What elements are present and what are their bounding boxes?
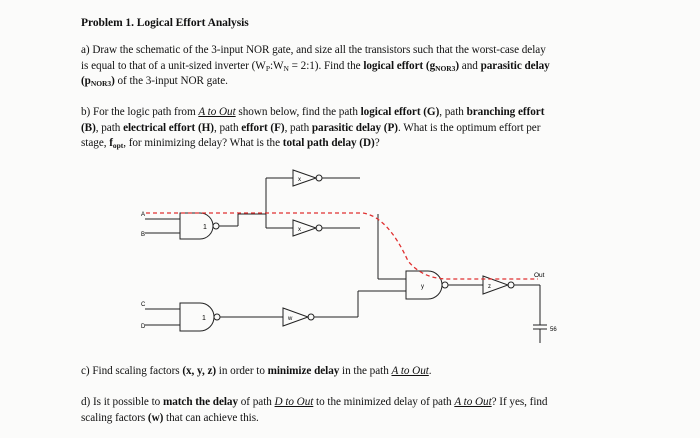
nand-gate-y-bubble — [442, 282, 448, 288]
inverter-x-top — [293, 170, 316, 186]
part-b-line1: b) For the logic path from A to Out shown below, find the path logical effort (G), path branching effort — [81, 106, 545, 118]
part-a-line1: a) Draw the schematic of the 3-input NOR gate, and size all the transistors such that the worst-case delay — [81, 44, 546, 56]
logic-path-circuit — [138, 165, 578, 350]
part-d-text — [81, 395, 626, 426]
part-b-line2: (B), path electrical effort (H), path effort (F), path parasitic delay (P). What is the optimum effort per — [81, 121, 541, 134]
label-input-d: D — [141, 324, 146, 330]
part-b-text — [81, 105, 626, 152]
part-d-line1: d) Is it possible to match the delay of path D to Out to the minimized delay of path A to Out? If yes, find — [81, 396, 548, 408]
nand-gate-1 — [180, 213, 213, 239]
label-input-b: B — [141, 232, 146, 238]
part-d-line2: scaling factors (w) that can achieve this. — [81, 411, 259, 424]
label-input-a: A — [141, 212, 146, 218]
nand-gate-2-bubble — [214, 314, 220, 320]
label-gate2-size: 1 — [202, 315, 206, 322]
inverter-x-mid — [293, 220, 316, 236]
part-c-text: c) Find scaling factors (x, y, z) in order to minimize delay in the path A to Out. — [81, 365, 432, 377]
inverter-w — [283, 308, 308, 326]
label-inv-z: z — [488, 284, 491, 290]
label-gate1-size: 1 — [203, 224, 207, 231]
label-input-c: C — [141, 302, 146, 308]
nand-gate-2 — [180, 303, 214, 331]
label-out: Out — [534, 272, 545, 279]
label-gate-y: y — [421, 284, 424, 290]
label-inv-w: w — [288, 316, 293, 322]
critical-path-dashed — [146, 213, 538, 279]
problem-title: Problem 1. Logical Effort Analysis — [81, 17, 249, 29]
part-b-line3: stage, $f_{opt}$, for minimizing delay? What is the total path delay (D)? — [81, 137, 380, 150]
part-a-line3: $(p_{NOR3})$ of the 3-input NOR gate. — [81, 75, 228, 88]
nand-gate-1-bubble — [213, 223, 219, 229]
part-a-text — [81, 43, 626, 90]
nand-gate-y — [406, 271, 442, 299]
label-inv-x-mid: x — [298, 227, 301, 233]
part-a-line2: is equal to that of a unit-sized inverter ($W_P:W_N$ = 2:1). Find the logical effort $(g_{NOR3})$ and parasitic delay — [81, 59, 550, 73]
label-inv-x-top: x — [298, 177, 301, 183]
label-load: 56 — [550, 327, 557, 333]
